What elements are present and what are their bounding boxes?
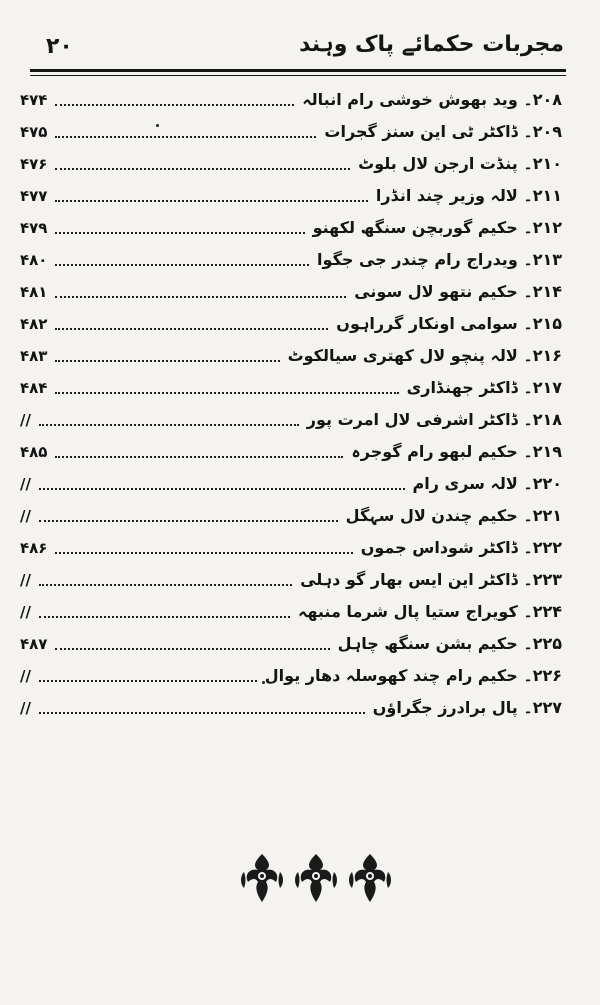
header-rule-thin [30, 75, 566, 76]
dot-leader [55, 296, 346, 298]
dot-leader [39, 616, 290, 618]
toc-page-number: // [20, 571, 31, 589]
toc-entry-title: ۲۲۶۔ حکیم رام چند کھوسلہ دھار یوال [264, 666, 562, 685]
toc-page-number: // [20, 475, 31, 493]
toc-entry-title: ۲۱۵۔ سوامی اونکار گرراہوں [336, 314, 562, 333]
toc-entry [0, 344, 600, 370]
ink-speck [156, 124, 159, 127]
toc-entry-title: ۲۱۳۔ ویدراج رام چندر جی جگوا [317, 250, 562, 269]
toc-entry-title: ۲۲۰۔ لالہ سری رام [412, 474, 562, 493]
toc-page-number: // [20, 411, 31, 429]
dot-leader [55, 200, 367, 202]
toc-entry [0, 632, 600, 658]
toc-entry [0, 120, 600, 146]
toc-page-number: ۴۸۰ [20, 251, 48, 269]
dot-leader [55, 360, 279, 362]
dot-leader [39, 584, 292, 586]
ink-speck [262, 681, 265, 684]
toc-page-number: ۴۸۶ [20, 539, 48, 557]
dot-leader [39, 520, 338, 522]
floral-ornament-icon [236, 848, 396, 908]
toc-entry [0, 184, 600, 210]
toc-entry-title: ۲۰۸۔ وید بھوش خوشی رام انبالہ [302, 90, 562, 109]
page-header [38, 30, 564, 70]
toc-entry [0, 248, 600, 274]
toc-entry-title: ۲۱۶۔ لالہ پنچو لال کھتری سیالکوٹ [287, 346, 562, 365]
toc-entry [0, 568, 600, 594]
toc-page-number: ۴۷۵ [20, 123, 48, 141]
toc-entry-title: ۲۱۴۔ حکیم نتھو لال سونی [354, 282, 562, 301]
toc-entry [0, 408, 600, 434]
toc-entry-title: ۲۲۲۔ ڈاکٹر شوداس جموں [360, 538, 562, 557]
toc-entry-title: ۲۱۱۔ لالہ وزیر چند انڈرا [375, 186, 562, 205]
toc-page-number: ۴۸۷ [20, 635, 48, 653]
toc-page-number: ۴۸۵ [20, 443, 48, 461]
toc-entry-title: ۲۰۹۔ ڈاکٹر ٹی این سنز گجرات [324, 122, 562, 141]
dot-leader [55, 328, 328, 330]
running-title: مجربات حکمائے پاک وہند [299, 32, 564, 57]
toc-entry [0, 152, 600, 178]
toc-page-number: ۴۸۴ [20, 379, 48, 397]
toc-entry-title: ۲۲۴۔ کویراج ستیا پال شرما منبھہ [297, 602, 562, 621]
dot-leader [39, 488, 405, 490]
toc-page-number: ۴۸۳ [20, 347, 48, 365]
dot-leader [55, 104, 294, 106]
toc-entry-title: ۲۲۵۔ حکیم بشن سنگھ چاہل [337, 634, 562, 653]
toc-entry-title: ۲۲۱۔ حکیم چندن لال سہگل [345, 506, 562, 525]
dot-leader [55, 552, 352, 554]
toc-page-number: ۴۷۹ [20, 219, 48, 237]
toc-page-number: // [20, 667, 31, 685]
dot-leader [55, 264, 309, 266]
dot-leader [39, 424, 299, 426]
toc-page-number: ۴۷۶ [20, 155, 48, 173]
toc-entry-title: ۲۲۳۔ ڈاکٹر این ایس بھار گو دہلی [300, 570, 562, 589]
toc-page-number: ۴۸۱ [20, 283, 48, 301]
toc-entry [0, 440, 600, 466]
toc-page-number: // [20, 603, 31, 621]
toc-page-number: ۴۷۴ [20, 91, 48, 109]
header-rule-thick [30, 69, 566, 72]
toc-entry-title: ۲۱۲۔ حکیم گوربچن سنگھ لکھنو [312, 218, 562, 237]
dot-leader [55, 136, 316, 138]
toc-entry [0, 88, 600, 114]
toc-page-number: ۴۷۷ [20, 187, 48, 205]
toc-entry-title: ۲۱۰۔ پنڈت ارجن لال بلوٹ [358, 154, 562, 173]
toc-entry [0, 536, 600, 562]
toc-entry [0, 280, 600, 306]
dot-leader [39, 712, 365, 714]
toc-entry [0, 216, 600, 242]
toc-entry-title: ۲۱۸۔ ڈاکٹر اشرفی لال امرت پور [306, 410, 562, 429]
toc-entry [0, 376, 600, 402]
toc-entry [0, 312, 600, 338]
toc-page-number: // [20, 699, 31, 717]
toc-entry [0, 472, 600, 498]
toc-page-number: ۴۸۲ [20, 315, 48, 333]
toc-entry-title: ۲۲۷۔ پال برادرز جگراؤں [372, 698, 562, 717]
toc-entry [0, 696, 600, 722]
toc-entry-title: ۲۱۹۔ حکیم لبھو رام گوجرہ [351, 442, 562, 461]
toc-entry [0, 664, 600, 690]
dot-leader [39, 680, 257, 682]
dot-leader [55, 456, 343, 458]
toc-entry-title: ۲۱۷۔ ڈاکٹر جھنڈاری [406, 378, 562, 397]
dot-leader [55, 392, 398, 394]
dot-leader [55, 232, 304, 234]
toc-page-number: // [20, 507, 31, 525]
dot-leader [55, 648, 329, 650]
dot-leader [55, 168, 350, 170]
toc-entry [0, 600, 600, 626]
page-number: ۲۰ [46, 34, 73, 59]
toc-entry [0, 504, 600, 530]
